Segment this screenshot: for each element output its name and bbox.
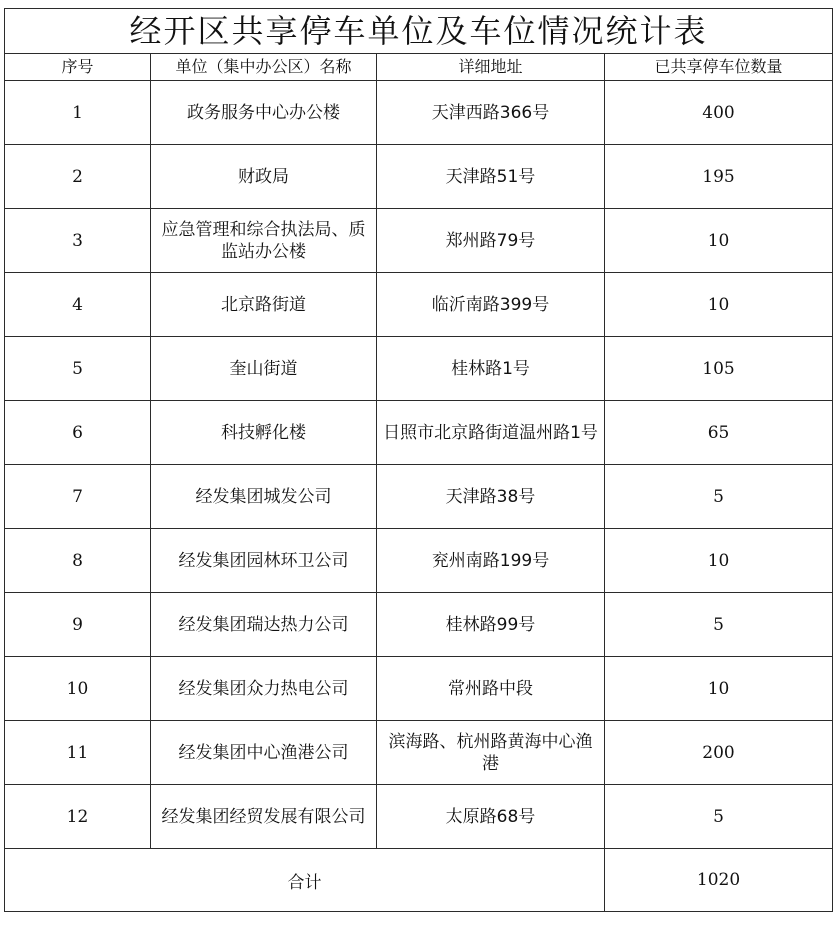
row-unit: 经发集团经贸发展有限公司 bbox=[151, 785, 377, 849]
row-spaces: 400 bbox=[605, 81, 833, 145]
row-index: 8 bbox=[5, 529, 151, 593]
row-unit: 经发集团瑞达热力公司 bbox=[151, 593, 377, 657]
total-spaces: 1020 bbox=[605, 849, 833, 912]
row-index: 2 bbox=[5, 145, 151, 209]
row-index: 11 bbox=[5, 721, 151, 785]
table-row bbox=[5, 465, 833, 529]
row-index: 7 bbox=[5, 465, 151, 529]
table-row bbox=[5, 721, 833, 785]
table-row bbox=[5, 529, 833, 593]
table-row bbox=[5, 337, 833, 401]
total-row bbox=[5, 849, 833, 912]
row-address: 临沂南路399号 bbox=[377, 273, 605, 337]
table-row bbox=[5, 785, 833, 849]
row-unit: 经发集团城发公司 bbox=[151, 465, 377, 529]
row-spaces: 105 bbox=[605, 337, 833, 401]
row-spaces: 195 bbox=[605, 145, 833, 209]
row-spaces: 5 bbox=[605, 785, 833, 849]
row-spaces: 65 bbox=[605, 401, 833, 465]
row-spaces: 10 bbox=[605, 273, 833, 337]
row-address: 兖州南路199号 bbox=[377, 529, 605, 593]
row-index: 5 bbox=[5, 337, 151, 401]
row-unit: 奎山街道 bbox=[151, 337, 377, 401]
row-address: 天津路51号 bbox=[377, 145, 605, 209]
header-spaces: 已共享停车位数量 bbox=[605, 54, 833, 81]
row-spaces: 5 bbox=[605, 593, 833, 657]
row-spaces: 10 bbox=[605, 529, 833, 593]
row-address: 天津路38号 bbox=[377, 465, 605, 529]
row-index: 10 bbox=[5, 657, 151, 721]
row-address: 郑州路79号 bbox=[377, 209, 605, 273]
row-unit: 政务服务中心办公楼 bbox=[151, 81, 377, 145]
row-address: 天津西路366号 bbox=[377, 81, 605, 145]
row-index: 12 bbox=[5, 785, 151, 849]
row-index: 9 bbox=[5, 593, 151, 657]
parking-statistics-table bbox=[4, 8, 833, 912]
row-spaces: 10 bbox=[605, 657, 833, 721]
row-spaces: 200 bbox=[605, 721, 833, 785]
row-index: 1 bbox=[5, 81, 151, 145]
table-row bbox=[5, 81, 833, 145]
row-spaces: 10 bbox=[605, 209, 833, 273]
row-unit: 经发集团园林环卫公司 bbox=[151, 529, 377, 593]
table-row bbox=[5, 657, 833, 721]
header-index: 序号 bbox=[5, 54, 151, 81]
table-row bbox=[5, 145, 833, 209]
row-unit: 经发集团中心渔港公司 bbox=[151, 721, 377, 785]
row-index: 6 bbox=[5, 401, 151, 465]
row-address: 桂林路1号 bbox=[377, 337, 605, 401]
total-label: 合计 bbox=[5, 849, 605, 912]
row-unit: 应急管理和综合执法局、质监站办公楼 bbox=[151, 209, 377, 273]
header-address: 详细地址 bbox=[377, 54, 605, 81]
table-title: 经开区共享停车单位及车位情况统计表 bbox=[5, 9, 833, 54]
row-address: 滨海路、杭州路黄海中心渔港 bbox=[377, 721, 605, 785]
row-address: 桂林路99号 bbox=[377, 593, 605, 657]
row-unit: 经发集团众力热电公司 bbox=[151, 657, 377, 721]
row-address: 常州路中段 bbox=[377, 657, 605, 721]
row-index: 3 bbox=[5, 209, 151, 273]
row-unit: 财政局 bbox=[151, 145, 377, 209]
table-row bbox=[5, 209, 833, 273]
header-unit: 单位（集中办公区）名称 bbox=[151, 54, 377, 81]
row-index: 4 bbox=[5, 273, 151, 337]
table-row bbox=[5, 273, 833, 337]
table-row bbox=[5, 401, 833, 465]
table-row bbox=[5, 593, 833, 657]
row-address: 太原路68号 bbox=[377, 785, 605, 849]
row-unit: 北京路街道 bbox=[151, 273, 377, 337]
row-unit: 科技孵化楼 bbox=[151, 401, 377, 465]
header-row bbox=[5, 54, 833, 81]
row-address: 日照市北京路街道温州路1号 bbox=[377, 401, 605, 465]
row-spaces: 5 bbox=[605, 465, 833, 529]
